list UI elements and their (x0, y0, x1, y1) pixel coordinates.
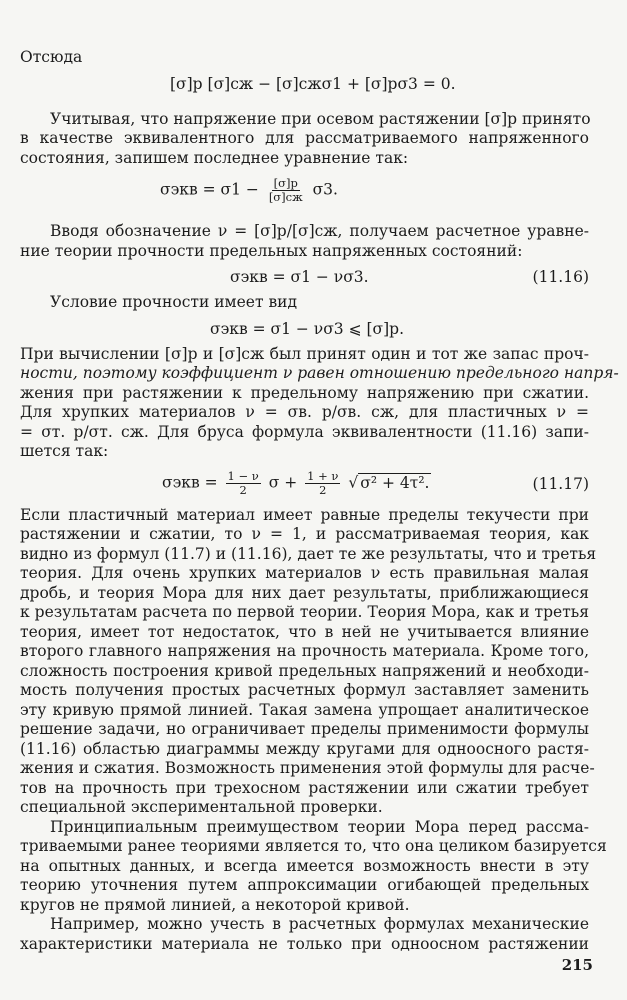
equation-text: [σ]p [σ]сж − [σ]сжσ1 + [σ]pσ3 = 0. (170, 74, 456, 93)
equation-lhs: σэкв = σ1 − (160, 180, 259, 198)
equation (20, 68, 589, 100)
equation (20, 462, 589, 506)
equation-number: (11.17) (532, 474, 589, 493)
equation-block (160, 177, 338, 204)
text-line: Принципиальным преимуществом теории Мора перед рассма- (50, 817, 589, 836)
text-line: на опытных данных, и всегда имеется возможность внести в эту (20, 856, 589, 875)
equation-lhs: σэкв = (162, 473, 218, 492)
text-line: теория, имеет тот недостаток, что в ней не учитывается влияние (20, 622, 589, 641)
fraction (305, 470, 340, 497)
sqrt-radicand: σ² + 4τ². (360, 473, 430, 492)
equation (20, 261, 589, 293)
text-line: сложность построения кривой предельных напряжений и необходи- (20, 661, 589, 680)
text-line: в качестве эквивалентного для рассматриваемого напряженного (20, 129, 589, 147)
page-number: 215 (561, 956, 593, 974)
equation (20, 313, 589, 345)
text-line: триваемыми ранее теориями является то, что она целиком базируется (20, 837, 607, 855)
fraction-numerator: 1 + ν (307, 469, 339, 483)
fraction (267, 177, 305, 204)
equation-text: σэкв = σ1 − νσ3 ⩽ [σ]p. (210, 319, 405, 338)
text-line: Для хрупких материалов ν = σв. p/σв. сж, для пластичных ν = (20, 403, 589, 421)
text-line: Если пластичный материал имеет равные пределы текучести при (20, 505, 589, 524)
equation (20, 168, 589, 212)
fraction-numerator: [σ]р (273, 175, 298, 190)
text-line: Условие прочности имеет вид (50, 293, 298, 311)
text-line: решение задачи, но ограничивает пределы применимости формулы (20, 720, 589, 738)
text-line: теория. Для очень хрупких материалов ν есть правильная малая (20, 564, 589, 582)
text-line: шется так: (20, 442, 109, 460)
text-line: жения при растяжении к предельному напряжению при сжатии. (20, 383, 589, 402)
text-line: растяжении и сжатии, то ν = 1, и рассматриваемая теория, как (20, 525, 589, 543)
fraction-numerator: 1 − ν (227, 469, 259, 483)
text-line: видно из формул (11.7) и (11.16), дает те же результаты, что и третья (20, 544, 597, 563)
text-line: Отсюда (20, 48, 83, 66)
fraction (226, 470, 261, 497)
equation-mid: σ + (268, 473, 298, 492)
text-line: к результатам расчета по первой теории. Теория Мора, как и третья (20, 603, 589, 621)
equation-text: σэкв = σ1 − νσ3. (230, 268, 369, 286)
text-line: специальной экспериментальной проверки. (20, 798, 383, 816)
sqrt-icon: √ (348, 473, 359, 492)
equation-block (162, 470, 431, 497)
text-line: теорию уточнения путем аппроксимации огибающей предельных (20, 876, 589, 894)
equation-rhs: σ3. (312, 180, 338, 198)
text-line: При вычислении [σ]p и [σ]сж был принят один и тот же запас проч- (20, 344, 589, 363)
equation-number: (11.16) (532, 268, 589, 286)
fraction-denominator: 2 (239, 483, 247, 497)
text-line: = σт. p/σт. сж. Для бруса формула эквивалентности (11.16) запи- (20, 422, 589, 441)
text-line: Например, можно учесть в расчетных формулах механические (50, 915, 589, 933)
text-line: кругов не прямой линией, а некоторой кривой. (20, 895, 410, 914)
text-line: дробь, и теория Мора для них дает результаты, приближающиеся (20, 583, 589, 602)
text-line: второго главного напряжения на прочность материала. Кроме того, (20, 642, 589, 660)
text-line: (11.16) областью диаграммы между кругами для одноосного растя- (20, 739, 589, 758)
fraction-denominator: 2 (319, 483, 327, 497)
text-line: жения и сжатия. Возможность применения этой формулы для расче- (20, 759, 595, 777)
text-line: тов на прочность при трехосном растяжении или сжатии требует (20, 778, 589, 797)
text-line: состояния, запишем последнее уравнение так: (20, 148, 409, 167)
text-line: Вводя обозначение ν = [σ]p/[σ]сж, получаем расчетное уравне- (50, 222, 589, 240)
text-line: характеристики материала не только при одноосном растяжении (20, 934, 589, 953)
fraction-denominator: [σ]сж (268, 189, 303, 204)
text-line: ности, поэтому коэффициент ν равен отношению предельного напря- (20, 364, 619, 382)
text-line: мость получения простых расчетных формул заставляет заменить (20, 681, 589, 699)
text-line: Учитывая, что напряжение при осевом растяжении [σ]p принято (50, 109, 591, 128)
text-line: ние теории прочности предельных напряженных состояний: (20, 241, 523, 260)
text-line: эту кривую прямой линией. Такая замена упрощает аналитическое (20, 700, 589, 719)
